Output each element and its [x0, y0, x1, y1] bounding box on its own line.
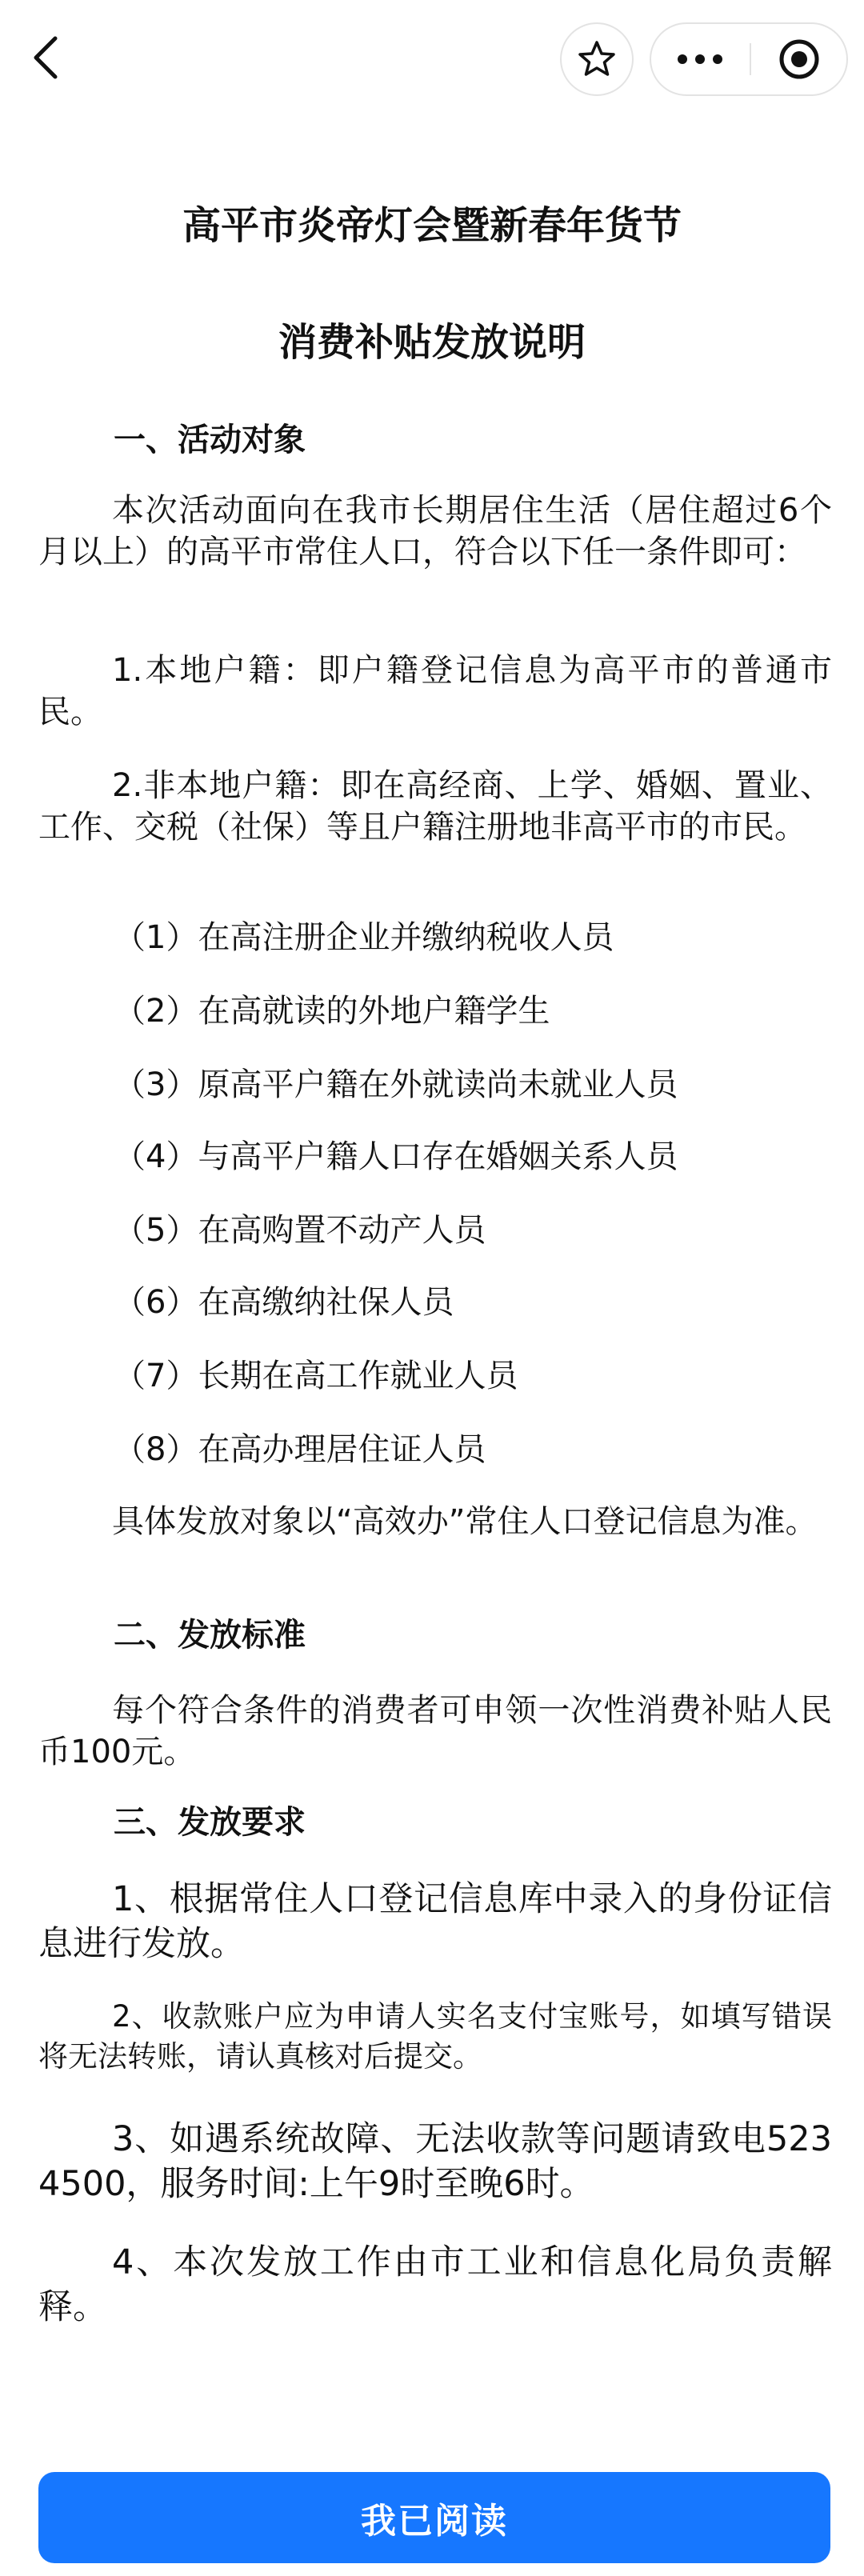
- list-item: （5）在高购置不动产人员: [114, 1212, 486, 1249]
- article-title-line1: 高平市炎帝灯会暨新春年货节: [182, 203, 682, 248]
- list-item: （2）在高就读的外地户籍学生: [114, 993, 550, 1030]
- section3-req3: 3、如遇系统故障、无法收款等问题请致电5234500，服务时间:上午9时至晚6时。: [38, 2119, 832, 2204]
- list-item: （4）与高平户籍人口存在婚姻关系人员: [114, 1138, 678, 1175]
- section3-req4: 4、本次发放工作由市工业和信息化局负责解释。: [38, 2242, 832, 2327]
- target-close-icon: [778, 38, 821, 81]
- back-button[interactable]: [18, 26, 74, 90]
- article-title-line2: 消费补贴发放说明: [278, 320, 586, 365]
- section1-item2: 2.非本地户籍：即在高经商、上学、婚姻、置业、工作、交税（社保）等且户籍注册地非高平市的市民。: [38, 767, 832, 846]
- section3-heading: 三、发放要求: [114, 1804, 306, 1841]
- section3-req2: 2、收款账户应为申请人实名支付宝账号，如填写错误将无法转账，请认真核对后提交。: [38, 1999, 832, 2074]
- list-item: （1）在高注册企业并缴纳税收人员: [114, 919, 614, 956]
- chevron-left-icon: [30, 34, 62, 82]
- more-dots-icon: [676, 53, 724, 66]
- section3-req1: 1、根据常住人口登记信息库中录入的身份证信息进行发放。: [38, 1879, 832, 1964]
- section1-item1: 1.本地户籍：即户籍登记信息为高平市的普通市民。: [38, 652, 832, 730]
- more-button[interactable]: [651, 24, 749, 94]
- list-item: （3）原高平户籍在外就读尚未就业人员: [114, 1066, 678, 1103]
- section1-heading: 一、活动对象: [114, 422, 306, 458]
- read-confirm-button[interactable]: 我已阅读: [38, 2472, 830, 2563]
- section1-note: 具体发放对象以“高效办”常住人口登记信息为准。: [112, 1503, 818, 1540]
- list-item: （7）长期在高工作就业人员: [114, 1358, 518, 1394]
- list-item: （6）在高缴纳社保人员: [114, 1284, 454, 1321]
- section2-heading: 二、发放标准: [114, 1617, 306, 1654]
- section2-text: 每个符合条件的消费者可申领一次性消费补贴人民币100元。: [38, 1692, 832, 1770]
- mini-program-capsule: [650, 22, 848, 96]
- favorite-button[interactable]: [560, 22, 634, 96]
- list-item: （8）在高办理居住证人员: [114, 1431, 486, 1468]
- star-outline-icon: [576, 38, 618, 80]
- section1-intro: 本次活动面向在我市长期居住生活（居住超过6个月以上）的高平市常住人口，符合以下任一条件即可：: [38, 492, 832, 570]
- top-nav-bar: [0, 0, 864, 120]
- close-button[interactable]: [751, 24, 846, 94]
